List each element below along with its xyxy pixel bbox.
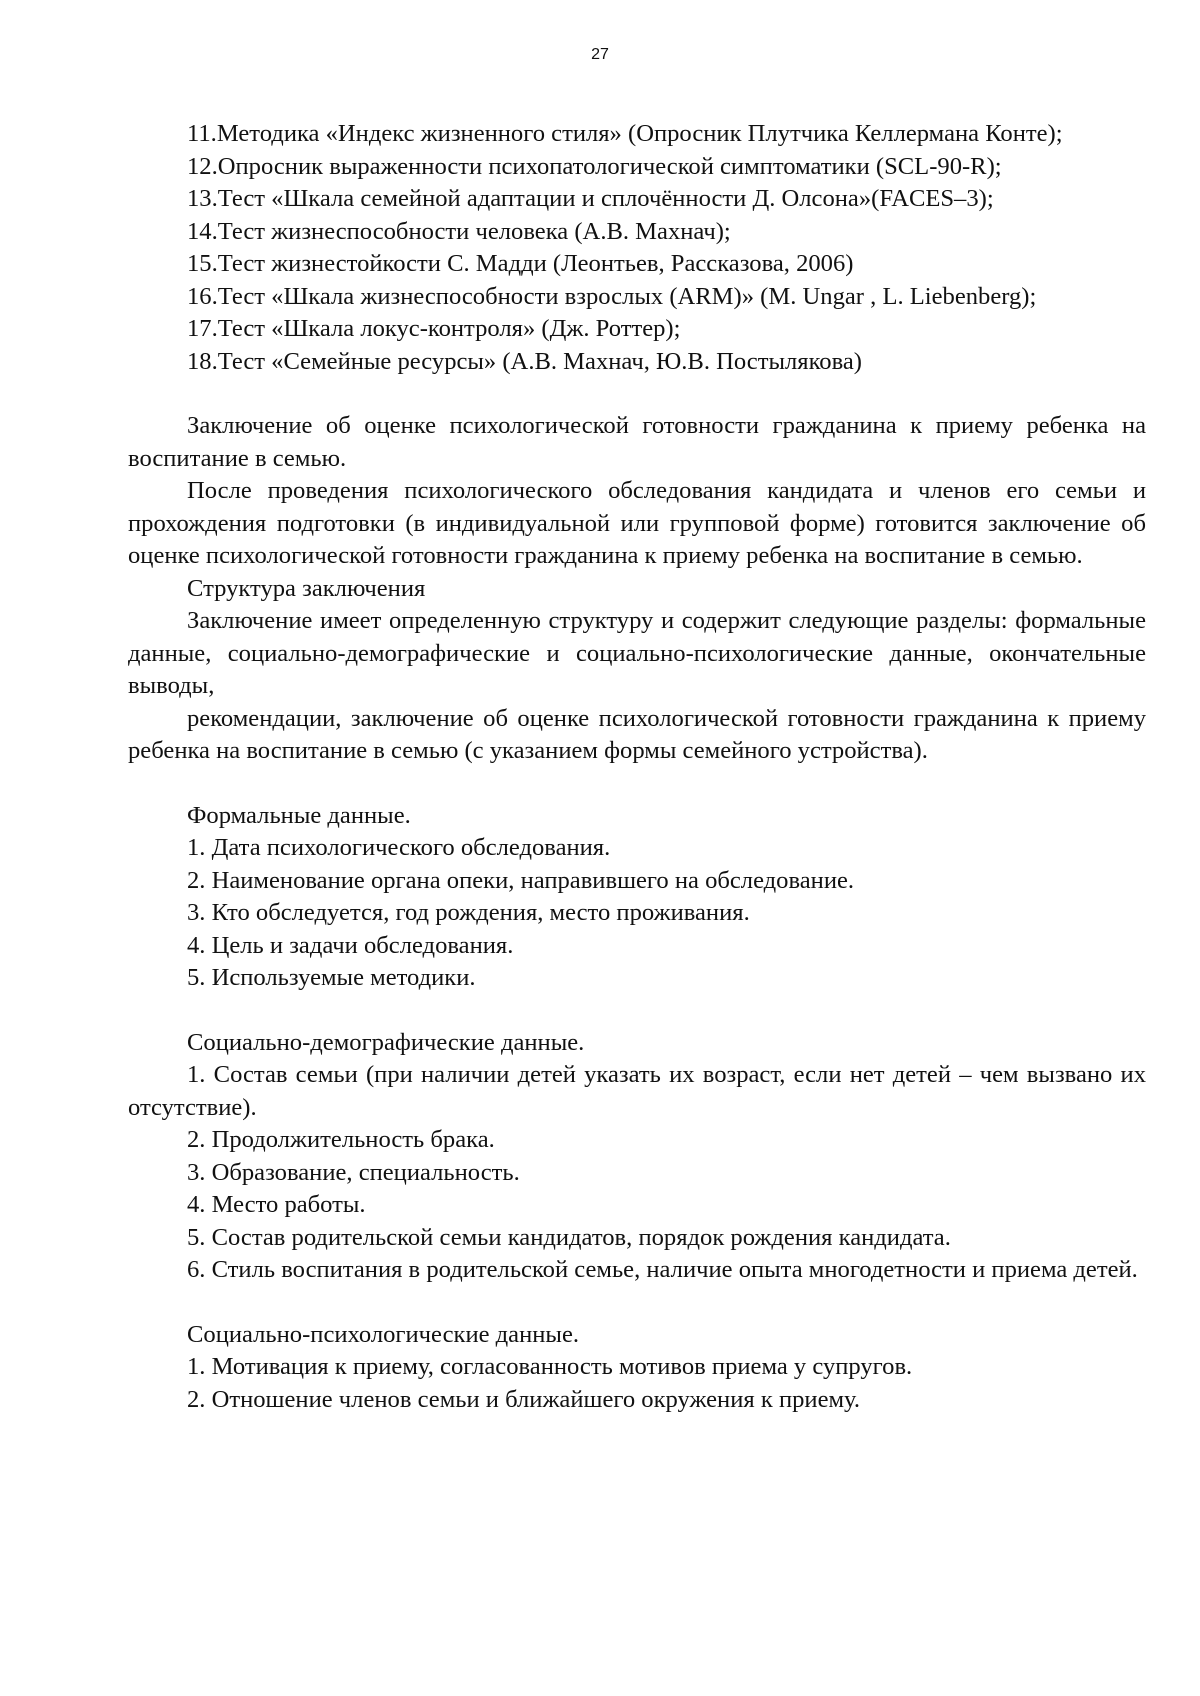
- socio-demographic-item: 2. Продолжительность брака.: [187, 1126, 495, 1153]
- socio-demographic-item: 3. Образование, специальность.: [187, 1158, 520, 1186]
- methods-list-item: 17.Тест «Шкала локус-контроля» (Дж. Роттер);: [187, 315, 681, 342]
- formal-data-item: 2. Наименование органа опеки, направившего на обследование.: [187, 866, 855, 894]
- methods-list-item: 16.Тест «Шкала жизнеспособности взрослых (ARM)» (M. Ungar , L. Liebenberg);: [187, 282, 1037, 310]
- methods-list-item: 18.Тест «Семейные ресурсы» (А.В. Махнач, Ю.В. Постылякова): [187, 347, 862, 375]
- methods-list-item: 12.Опросник выраженности психопатологической симптоматики (SCL-90-R);: [187, 152, 1002, 180]
- socio-demographic-item: 5. Состав родительской семьи кандидатов, порядок рождения кандидата.: [187, 1223, 951, 1251]
- formal-data-item: 4. Цель и задачи обследования.: [187, 931, 514, 959]
- socio-psychological-item: 2. Отношение членов семьи и ближайшего окружения к приему.: [187, 1385, 861, 1413]
- formal-data-item: 1. Дата психологического обследования.: [187, 834, 611, 861]
- document-body: [128, 118, 1146, 1416]
- conclusion-intro: После проведения психологического обследования кандидата и членов его семьи и прохождения подготовки (в индивидуальной или групповой форме) готовится заключение об оценке психологической готовности гражданина к приему ребенка на воспитание в семью.: [128, 477, 1146, 569]
- socio-psychological-title: Социально-психологические данные.: [187, 1320, 580, 1348]
- structure-text-continued: рекомендации, заключение об оценке психологической готовности гражданина к приему ребенка на воспитание в семью (с указанием формы семейного устройства).: [128, 704, 1146, 764]
- socio-demographic-item: 4. Место работы.: [187, 1191, 366, 1218]
- structure-text: Заключение имеет определенную структуру и содержит следующие разделы: формальные данные, социально-демографические и социально-психологические данные, окончательные выводы,: [128, 607, 1146, 699]
- socio-demographic-item: 6. Стиль воспитания в родительской семье, наличие опыта многодетности и приема детей.: [187, 1256, 1138, 1283]
- methods-list-item: 11.Методика «Индекс жизненного стиля» (Опросник Плутчика Келлермана Конте);: [187, 120, 1063, 147]
- socio-demographic-item: 1. Состав семьи (при наличии детей указать их возраст, если нет детей – чем вызвано их отсутствие).: [128, 1061, 1146, 1121]
- methods-list-item: 15.Тест жизнестойкости С. Мадди (Леонтьев, Рассказова, 2006): [187, 250, 854, 277]
- methods-list-item: 13.Тест «Шкала семейной адаптации и сплочённости Д. Олсона»(FACES–3);: [187, 185, 994, 212]
- formal-data-item: 5. Используемые методики.: [187, 964, 476, 991]
- methods-list-item: 14.Тест жизнеспособности человека (А.В. Махнач);: [187, 217, 731, 245]
- formal-data-title: Формальные данные.: [187, 801, 411, 829]
- structure-title: Структура заключения: [187, 574, 426, 602]
- page-number: 27: [591, 46, 609, 63]
- socio-demographic-title: Социально-демографические данные.: [187, 1028, 585, 1056]
- socio-psychological-item: 1. Мотивация к приему, согласованность мотивов приема у супругов.: [187, 1353, 913, 1380]
- conclusion-heading: Заключение об оценке психологической готовности гражданина к приему ребенка на воспитание в семью.: [128, 412, 1146, 472]
- formal-data-item: 3. Кто обследуется, год рождения, место проживания.: [187, 899, 750, 926]
